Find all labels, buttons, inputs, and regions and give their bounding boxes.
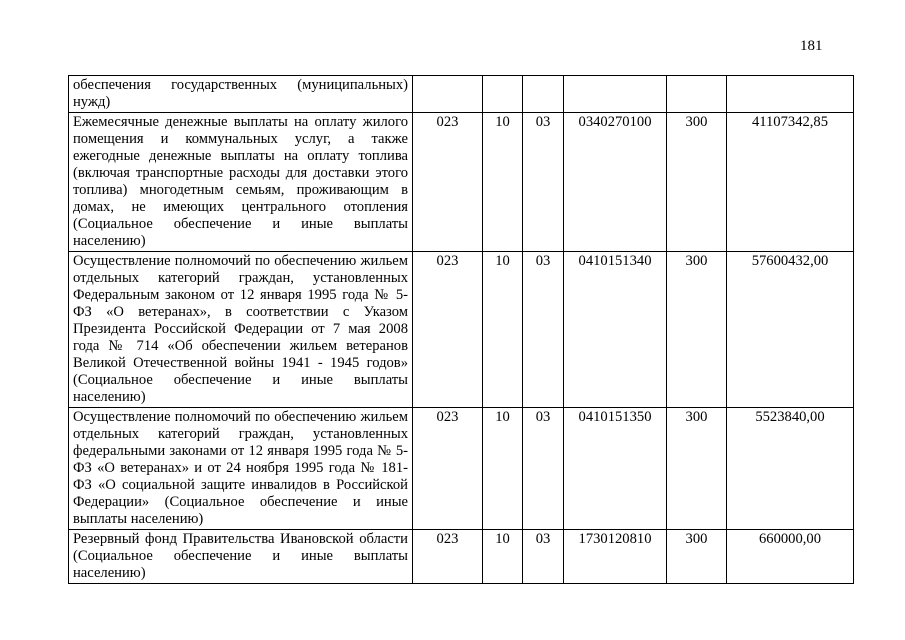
ministry-code (413, 76, 483, 113)
table-row (69, 76, 854, 113)
ministry-code: 023 (413, 252, 483, 408)
ministry-code: 023 (413, 530, 483, 584)
target-code: 1730120810 (564, 530, 667, 584)
subsection-code (523, 76, 564, 113)
section-code: 10 (483, 113, 523, 252)
row-description: Резервный фонд Правительства Ивановской области (Социальное обеспечение и иные выплаты населению) (69, 530, 413, 584)
amount: 5523840,00 (727, 408, 854, 530)
table-row (69, 252, 854, 408)
ministry-code: 023 (413, 408, 483, 530)
subsection-code: 03 (523, 113, 564, 252)
amount: 41107342,85 (727, 113, 854, 252)
amount: 660000,00 (727, 530, 854, 584)
row-description: Осуществление полномочий по обеспечению жильем отдельных категорий граждан, установленных Федеральным законом от 12 января 1995 года № 5-ФЗ «О ветеранах», в соответствии с Указом Президента Российской Федерации от 7 мая 2008 года № 714 «Об обеспечении жильем ветеранов Великой Отечественной войны 1941 - 1945 годов» (Социальное обеспечение и иные выплаты населению) (69, 252, 413, 408)
amount: 57600432,00 (727, 252, 854, 408)
expense-type-code: 300 (667, 113, 727, 252)
table-row (69, 530, 854, 584)
row-description: Осуществление полномочий по обеспечению жильем отдельных категорий граждан, установленных федеральными законами от 12 января 1995 года № 5-ФЗ «О ветеранах» и от 24 ноября 1995 года № 181-ФЗ «О социальной защите инвалидов в Российской Федерации» (Социальное обеспечение и иные выплаты населению) (69, 408, 413, 530)
page-number: 181 (800, 38, 823, 54)
target-code: 0340270100 (564, 113, 667, 252)
expense-type-code: 300 (667, 530, 727, 584)
target-code: 0410151340 (564, 252, 667, 408)
budget-table (68, 75, 854, 584)
amount (727, 76, 854, 113)
expense-type-code: 300 (667, 252, 727, 408)
target-code: 0410151350 (564, 408, 667, 530)
subsection-code: 03 (523, 408, 564, 530)
table-row (69, 113, 854, 252)
subsection-code: 03 (523, 252, 564, 408)
ministry-code: 023 (413, 113, 483, 252)
section-code (483, 76, 523, 113)
section-code: 10 (483, 252, 523, 408)
target-code (564, 76, 667, 113)
row-description: Ежемесячные денежные выплаты на оплату жилого помещения и коммунальных услуг, а также ежегодные денежные выплаты на оплату топлива (включая транспортные расходы для доставки этого топлива) многодетным семьям, проживающим в домах, не имеющих центрального отопления (Социальное обеспечение и иные выплаты населению) (69, 113, 413, 252)
expense-type-code: 300 (667, 408, 727, 530)
section-code: 10 (483, 530, 523, 584)
subsection-code: 03 (523, 530, 564, 584)
section-code: 10 (483, 408, 523, 530)
table-row (69, 408, 854, 530)
expense-type-code (667, 76, 727, 113)
row-description: обеспечения государственных (муниципальных) нужд) (69, 76, 413, 113)
